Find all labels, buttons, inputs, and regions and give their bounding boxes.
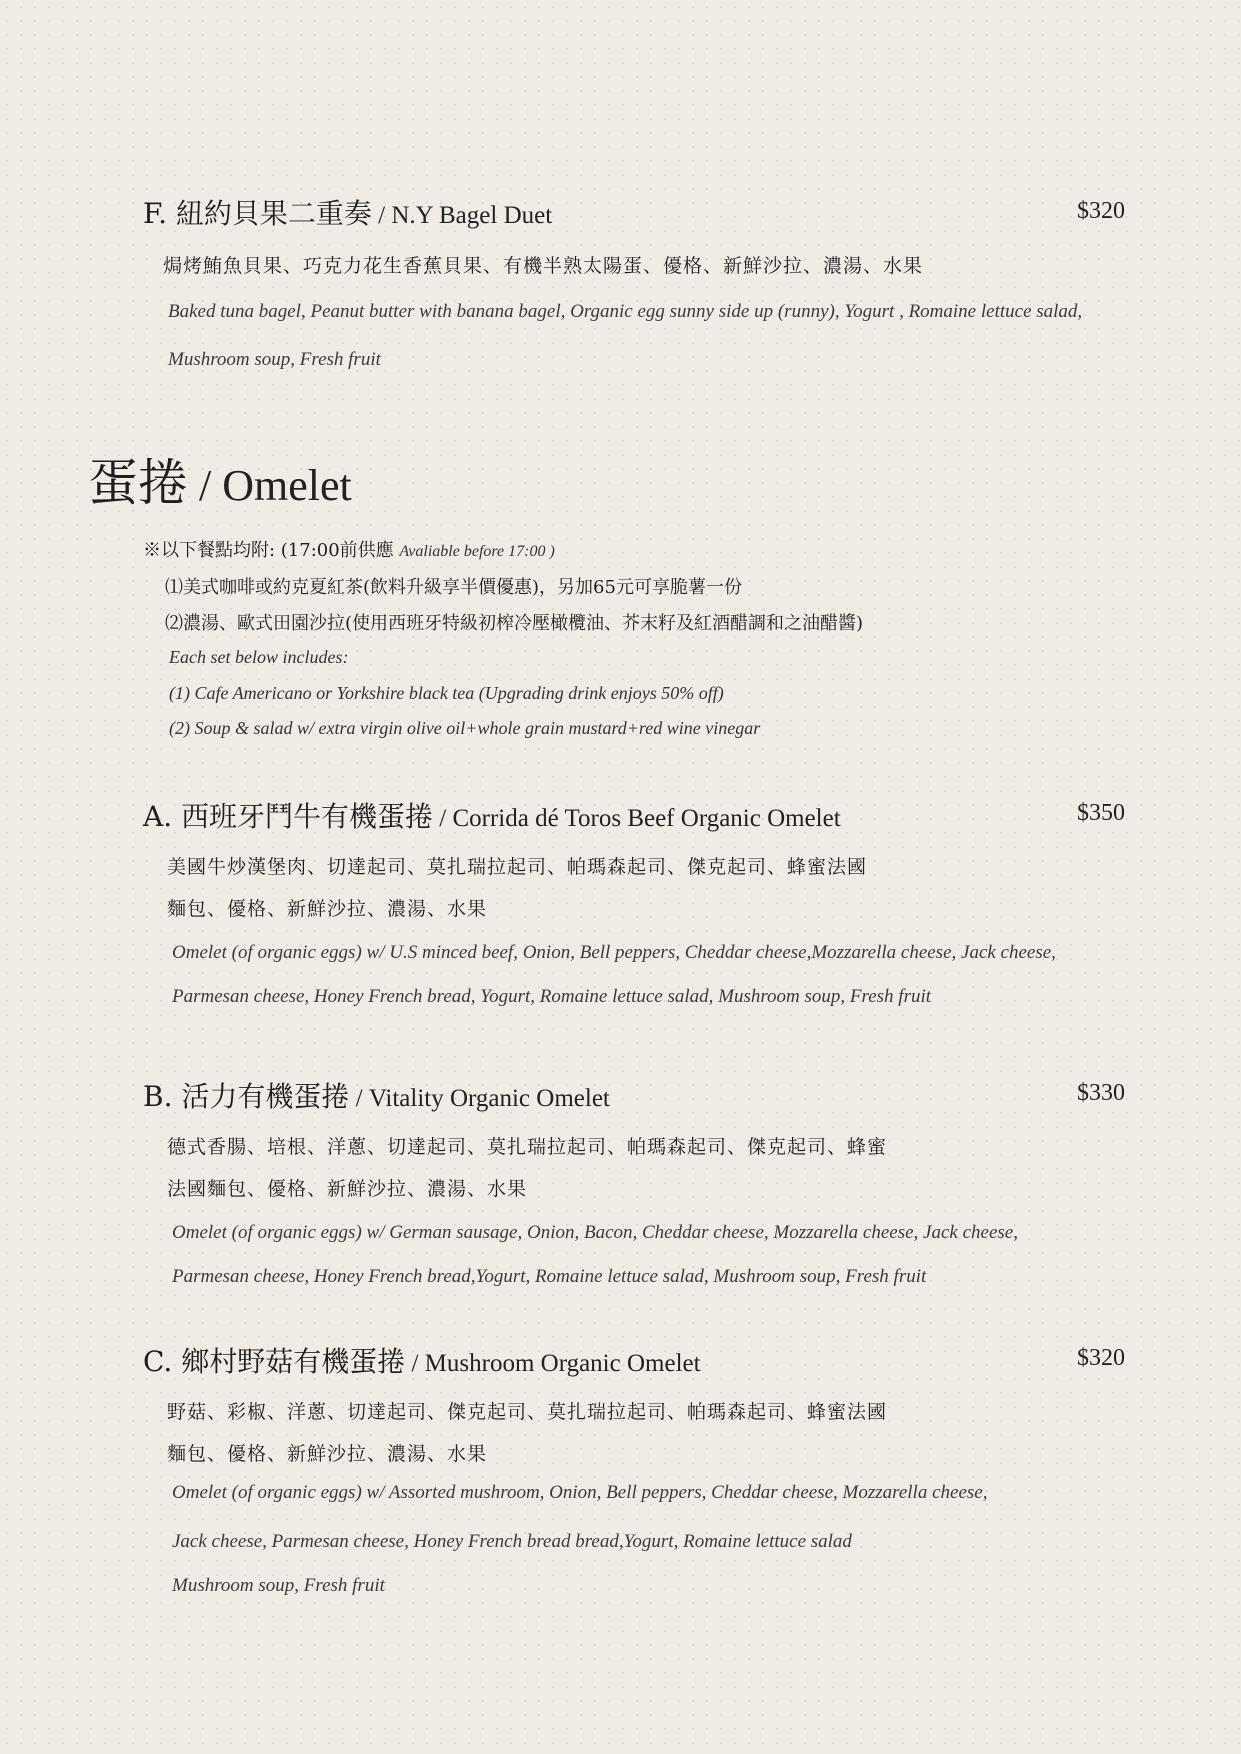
note-en-0: Each set below includes: — [169, 647, 349, 667]
section-title-zh: 蛋捲 — [88, 454, 188, 512]
item-desc-en: Mushroom soup, Fresh fruit — [172, 1575, 385, 1596]
title-en: / Corrida dé Toros Beef Organic Omelet — [433, 805, 841, 832]
item-desc-zh: 野菇、彩椒、洋蔥、切達起司、傑克起司、莫扎瑞拉起司、帕瑪森起司、蜂蜜法國 — [167, 1401, 888, 1423]
title-en: / Mushroom Organic Omelet — [405, 1350, 701, 1377]
item-title — [143, 192, 552, 232]
item-desc-zh: 德式香腸、培根、洋蔥、切達起司、莫扎瑞拉起司、帕瑪森起司、傑克起司、蜂蜜 — [167, 1136, 888, 1158]
section-heading — [88, 443, 352, 515]
title-en: / Vitality Organic Omelet — [349, 1085, 610, 1112]
note-en-1: (1) Cafe Americano or Yorkshire black tea (Upgrading drink enjoys 50% off) — [169, 683, 724, 703]
item-desc-en: Jack cheese, Parmesan cheese, Honey French bread bread,Yogurt, Romaine lettuce salad — [172, 1531, 852, 1552]
title-zh: F. 紐約貝果二重奏 — [143, 197, 372, 230]
item-desc-zh: 麵包、優格、新鮮沙拉、濃湯、水果 — [167, 1443, 488, 1465]
title-zh: C. 鄉村野菇有機蛋捲 — [143, 1345, 406, 1378]
item-desc-zh: 焗烤鮪魚貝果、巧克力花生香蕉貝果、有機半熟太陽蛋、優格、新鮮沙拉、濃湯、水果 — [163, 255, 924, 277]
item-desc-zh: 法國麵包、優格、新鮮沙拉、濃湯、水果 — [167, 1178, 528, 1200]
item-desc-en: Parmesan cheese, Honey French bread, Yogurt, Romaine lettuce salad, Mushroom soup, Fresh fruit — [172, 986, 932, 1007]
item-desc-en: Omelet (of organic eggs) w/ German sausage, Onion, Bacon, Cheddar cheese, Mozzarella cheese, Jack cheese, — [172, 1222, 1018, 1243]
note-header-zh: ※以下餐點均附: (17:00前供應 — [143, 540, 400, 561]
item-desc-zh: 麵包、優格、新鮮沙拉、濃湯、水果 — [167, 898, 488, 920]
item-desc-en: Omelet (of organic eggs) w/ U.S minced beef, Onion, Bell peppers, Cheddar cheese,Mozzarella cheese, Jack cheese, — [172, 942, 1056, 963]
note-en-2: (2) Soup & salad w/ extra virgin olive oil+whole grain mustard+red wine vinegar — [169, 718, 761, 738]
title-en: / N.Y Bagel Duet — [371, 202, 553, 229]
item-desc-en: Omelet (of organic eggs) w/ Assorted mushroom, Onion, Bell peppers, Cheddar cheese, Mozzarella cheese, — [172, 1482, 988, 1503]
item-price: $320 — [1077, 198, 1125, 224]
item-price: $330 — [1077, 1080, 1125, 1106]
title-zh: B. 活力有機蛋捲 — [143, 1080, 350, 1113]
item-title — [143, 795, 841, 835]
item-desc-en: Mushroom soup, Fresh fruit — [168, 349, 381, 370]
note-header — [143, 536, 555, 562]
note-header-en: Avaliable before 17:00 ) — [399, 543, 555, 560]
item-price: $350 — [1077, 800, 1125, 826]
title-zh: A. 西班牙鬥牛有機蛋捲 — [143, 800, 434, 833]
item-title — [143, 1340, 701, 1380]
item-desc-zh: 美國牛炒漢堡肉、切達起司、莫扎瑞拉起司、帕瑪森起司、傑克起司、蜂蜜法國 — [167, 856, 868, 878]
section-title-en: / Omelet — [188, 461, 352, 510]
item-title — [143, 1075, 610, 1115]
note-zh-1: ⑴美式咖啡或約克夏紅茶(飲料升級享半價優惠)，另加65元可享脆薯一份 — [165, 577, 742, 598]
item-price: $320 — [1077, 1345, 1125, 1371]
item-desc-en: Parmesan cheese, Honey French bread,Yogurt, Romaine lettuce salad, Mushroom soup, Fresh fruit — [172, 1266, 927, 1287]
note-zh-2: ⑵濃湯、歐式田園沙拉(使用西班牙特級初榨冷壓橄欖油、芥末籽及紅酒醋調和之油醋醬) — [165, 613, 864, 634]
item-desc-en: Baked tuna bagel, Peanut butter with banana bagel, Organic egg sunny side up (runny), Yogurt , Romaine lettuce salad, — [168, 301, 1083, 322]
